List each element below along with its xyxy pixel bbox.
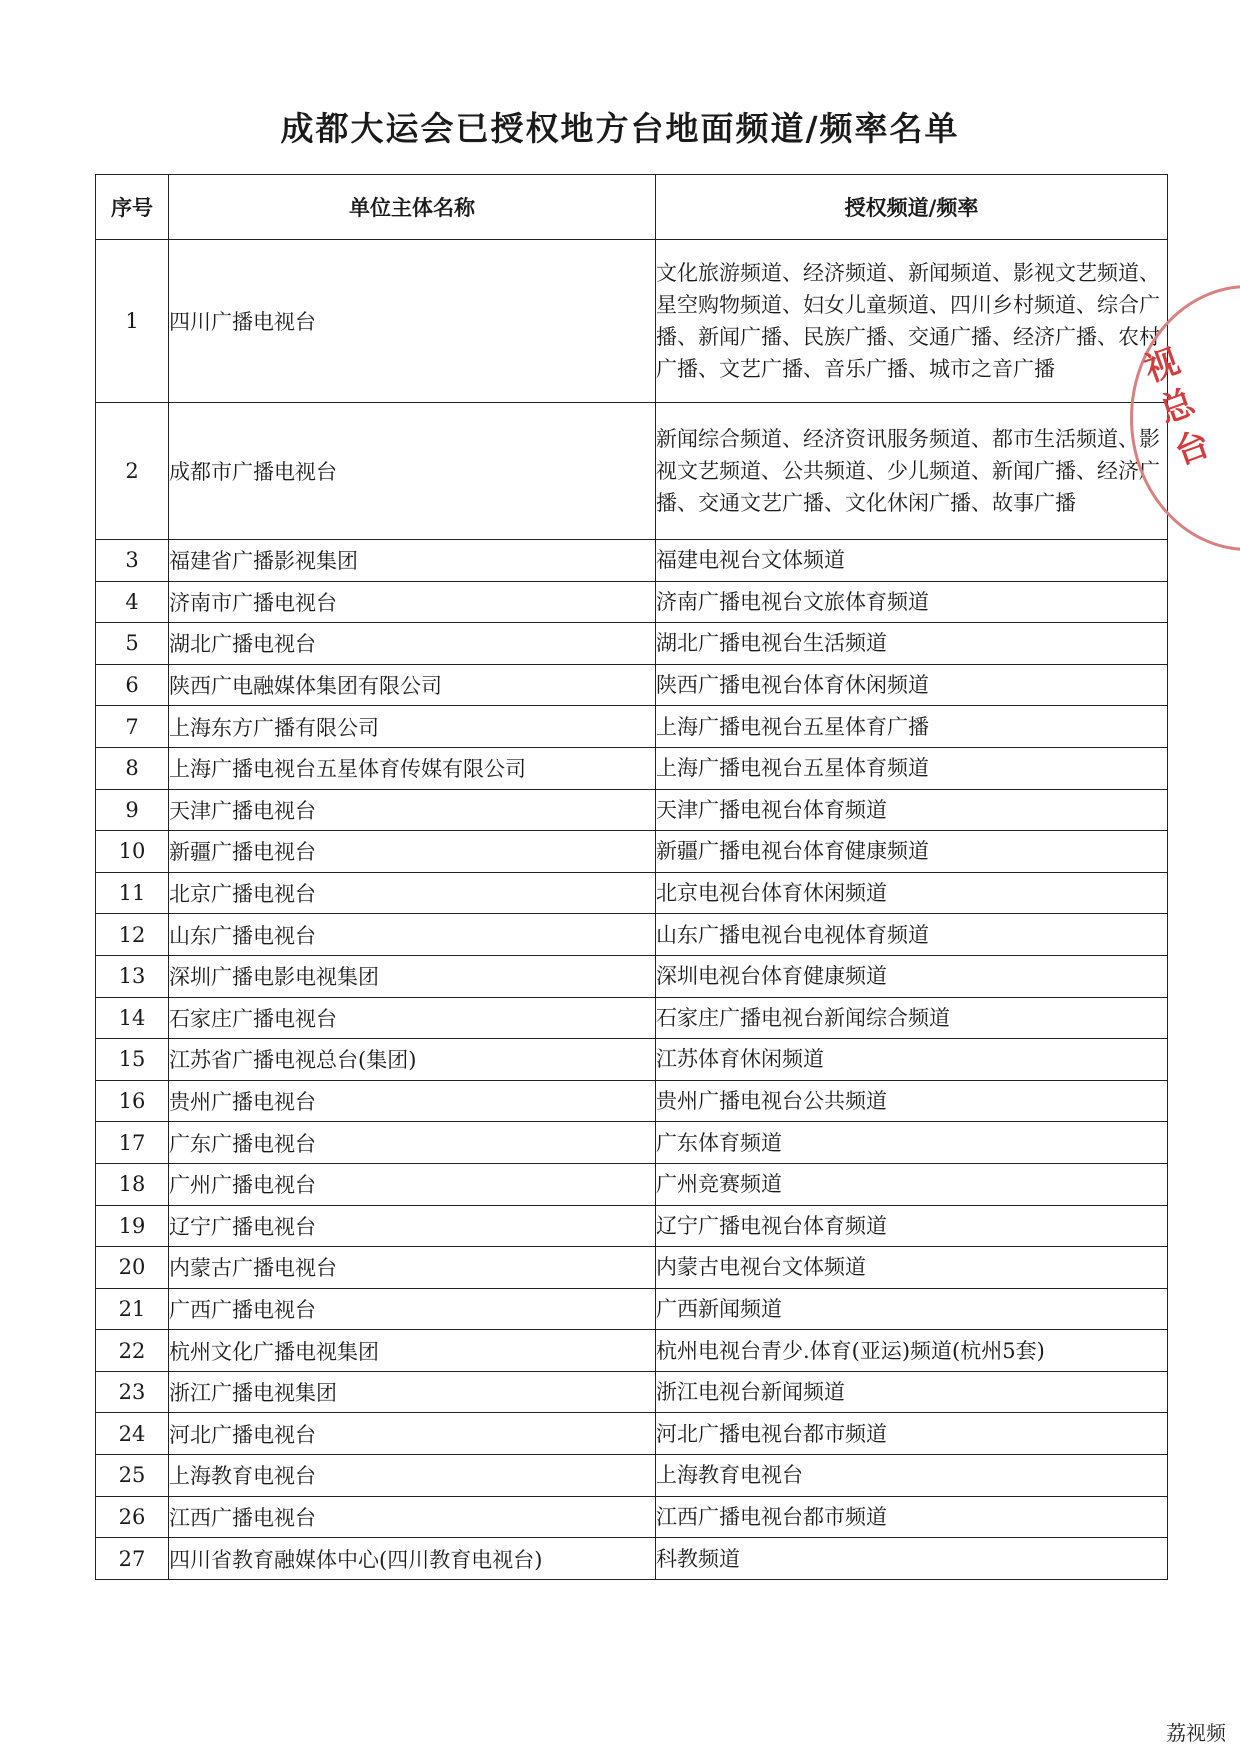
table-row xyxy=(96,1163,1168,1205)
row-num: 20 xyxy=(96,1247,169,1289)
row-org: 江苏省广播电视总台(集团) xyxy=(169,1039,656,1081)
row-num: 11 xyxy=(96,872,169,914)
row-channel: 新疆广播电视台体育健康频道 xyxy=(656,831,1168,873)
row-org: 浙江广播电视集团 xyxy=(169,1371,656,1413)
row-channel: 河北广播电视台都市频道 xyxy=(656,1413,1168,1455)
row-org: 广东广播电视台 xyxy=(169,1122,656,1164)
table-row xyxy=(96,747,1168,789)
row-channel: 山东广播电视台电视体育频道 xyxy=(656,914,1168,956)
row-num: 14 xyxy=(96,997,169,1039)
row-num: 19 xyxy=(96,1205,169,1247)
row-num: 21 xyxy=(96,1288,169,1330)
row-org: 北京广播电视台 xyxy=(169,872,656,914)
row-org: 新疆广播电视台 xyxy=(169,831,656,873)
table-row xyxy=(96,540,1168,582)
row-num: 5 xyxy=(96,623,169,665)
row-channel: 江苏体育休闲频道 xyxy=(656,1039,1168,1081)
row-num: 24 xyxy=(96,1413,169,1455)
row-num: 25 xyxy=(96,1455,169,1497)
table-row xyxy=(96,1205,1168,1247)
row-channel: 广州竞赛频道 xyxy=(656,1163,1168,1205)
row-num: 3 xyxy=(96,540,169,582)
row-channel: 江西广播电视台都市频道 xyxy=(656,1496,1168,1538)
row-channel: 湖北广播电视台生活频道 xyxy=(656,623,1168,665)
document-title: 成都大运会已授权地方台地面频道/频率名单 xyxy=(280,109,960,148)
row-org: 内蒙古广播电视台 xyxy=(169,1247,656,1289)
row-num: 7 xyxy=(96,706,169,748)
table-row xyxy=(96,1538,1168,1580)
table-row xyxy=(96,1330,1168,1372)
row-num: 22 xyxy=(96,1330,169,1372)
table-row xyxy=(96,872,1168,914)
table-row xyxy=(96,1039,1168,1081)
row-org: 湖北广播电视台 xyxy=(169,623,656,665)
row-num: 1 xyxy=(96,240,169,403)
row-org: 广州广播电视台 xyxy=(169,1163,656,1205)
row-channel: 陕西广播电视台体育休闲频道 xyxy=(656,664,1168,706)
row-num: 8 xyxy=(96,747,169,789)
row-org: 深圳广播电影电视集团 xyxy=(169,955,656,997)
row-channel: 杭州电视台青少.体育(亚运)频道(杭州5套) xyxy=(656,1330,1168,1372)
row-channel: 广西新闻频道 xyxy=(656,1288,1168,1330)
row-channel: 济南广播电视台文旅体育频道 xyxy=(656,581,1168,623)
row-org: 上海教育电视台 xyxy=(169,1455,656,1497)
row-num: 12 xyxy=(96,914,169,956)
row-org: 石家庄广播电视台 xyxy=(169,997,656,1039)
row-org: 上海广播电视台五星体育传媒有限公司 xyxy=(169,747,656,789)
row-org: 陕西广电融媒体集团有限公司 xyxy=(169,664,656,706)
row-num: 10 xyxy=(96,831,169,873)
row-channel: 深圳电视台体育健康频道 xyxy=(656,955,1168,997)
row-org: 广西广播电视台 xyxy=(169,1288,656,1330)
table-row xyxy=(96,623,1168,665)
row-num: 17 xyxy=(96,1122,169,1164)
table-row xyxy=(96,240,1168,403)
table-row xyxy=(96,914,1168,956)
row-channel: 内蒙古电视台文体频道 xyxy=(656,1247,1168,1289)
table-row xyxy=(96,1080,1168,1122)
row-num: 2 xyxy=(96,403,169,540)
row-org: 贵州广播电视台 xyxy=(169,1080,656,1122)
table-row xyxy=(96,664,1168,706)
row-org: 成都市广播电视台 xyxy=(169,403,656,540)
table-row xyxy=(96,831,1168,873)
row-org: 天津广播电视台 xyxy=(169,789,656,831)
row-org: 上海东方广播有限公司 xyxy=(169,706,656,748)
row-num: 18 xyxy=(96,1163,169,1205)
row-channel: 科教频道 xyxy=(656,1538,1168,1580)
seal-text: 视总台 xyxy=(1139,341,1216,473)
row-org: 杭州文化广播电视集团 xyxy=(169,1330,656,1372)
row-num: 23 xyxy=(96,1371,169,1413)
row-org: 江西广播电视台 xyxy=(169,1496,656,1538)
row-channel: 北京电视台体育休闲频道 xyxy=(656,872,1168,914)
row-channel: 天津广播电视台体育频道 xyxy=(656,789,1168,831)
table-header-row xyxy=(96,175,1168,240)
table-row xyxy=(96,1122,1168,1164)
authorization-table xyxy=(95,174,1168,1580)
header-num: 序号 xyxy=(96,175,169,240)
row-channel: 新闻综合频道、经济资讯服务频道、都市生活频道、影视文艺频道、公共频道、少儿频道、新闻广播、经济广播、交通文艺广播、文化休闲广播、故事广播 xyxy=(656,403,1168,540)
row-num: 26 xyxy=(96,1496,169,1538)
row-num: 9 xyxy=(96,789,169,831)
table-row xyxy=(96,403,1168,540)
row-channel: 石家庄广播电视台新闻综合频道 xyxy=(656,997,1168,1039)
table-row xyxy=(96,1371,1168,1413)
row-channel: 福建电视台文体频道 xyxy=(656,540,1168,582)
table-row xyxy=(96,997,1168,1039)
table-row xyxy=(96,1455,1168,1497)
row-num: 15 xyxy=(96,1039,169,1081)
row-org: 山东广播电视台 xyxy=(169,914,656,956)
row-channel: 贵州广播电视台公共频道 xyxy=(656,1080,1168,1122)
table-row xyxy=(96,789,1168,831)
table-row xyxy=(96,1288,1168,1330)
header-org: 单位主体名称 xyxy=(169,175,656,240)
watermark: 荔视频 xyxy=(1166,1721,1226,1745)
row-num: 6 xyxy=(96,664,169,706)
row-channel: 上海广播电视台五星体育广播 xyxy=(656,706,1168,748)
header-channel: 授权频道/频率 xyxy=(656,175,1168,240)
row-channel: 文化旅游频道、经济频道、新闻频道、影视文艺频道、星空购物频道、妇女儿童频道、四川乡村频道、综合广播、新闻广播、民族广播、交通广播、经济广播、农村广播、文艺广播、音乐广播、城市之音广播 xyxy=(656,240,1168,403)
row-org: 辽宁广播电视台 xyxy=(169,1205,656,1247)
row-num: 13 xyxy=(96,955,169,997)
row-channel: 浙江电视台新闻频道 xyxy=(656,1371,1168,1413)
row-num: 4 xyxy=(96,581,169,623)
table-row xyxy=(96,706,1168,748)
table-row xyxy=(96,581,1168,623)
table-row xyxy=(96,1496,1168,1538)
table-row xyxy=(96,955,1168,997)
row-channel: 上海广播电视台五星体育频道 xyxy=(656,747,1168,789)
row-num: 16 xyxy=(96,1080,169,1122)
row-org: 四川广播电视台 xyxy=(169,240,656,403)
row-num: 27 xyxy=(96,1538,169,1580)
row-channel: 辽宁广播电视台体育频道 xyxy=(656,1205,1168,1247)
table-row xyxy=(96,1247,1168,1289)
table-row xyxy=(96,1413,1168,1455)
row-org: 福建省广播影视集团 xyxy=(169,540,656,582)
row-org: 河北广播电视台 xyxy=(169,1413,656,1455)
row-channel: 广东体育频道 xyxy=(656,1122,1168,1164)
row-org: 四川省教育融媒体中心(四川教育电视台) xyxy=(169,1538,656,1580)
row-org: 济南市广播电视台 xyxy=(169,581,656,623)
row-channel: 上海教育电视台 xyxy=(656,1455,1168,1497)
